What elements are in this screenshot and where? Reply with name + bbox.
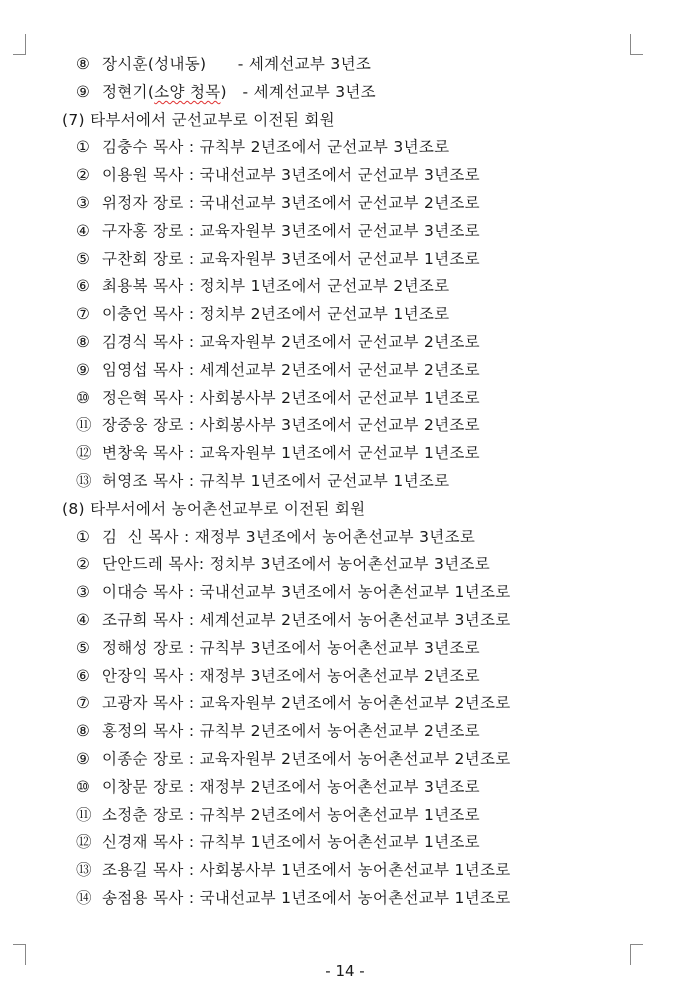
section-heading: (7) 타부서에서 군선교부로 이전된 회원 — [62, 110, 335, 129]
list-item — [76, 357, 480, 384]
item-text: 김경식 목사 : 교육자원부 2년조에서 군선교부 2년조로 — [102, 333, 480, 351]
item-text: 단안드레 목사: 정치부 3년조에서 농어촌선교부 3년조로 — [102, 555, 490, 574]
list-item — [76, 218, 480, 245]
list-item — [76, 802, 480, 829]
item-number: ④ — [76, 221, 91, 240]
item-number: ⑪ — [76, 416, 92, 435]
item-text: 김충수 목사 : 규칙부 2년조에서 군선교부 3년조로 — [102, 138, 450, 157]
item-text: 신경재 목사 : 규칙부 1년조에서 농어촌선교부 1년조로 — [102, 833, 480, 852]
item-number: ⑫ — [76, 833, 92, 852]
page-number: - 14 - — [325, 962, 365, 980]
item-number: ⑨ — [76, 750, 91, 768]
item-number: ② — [76, 555, 91, 574]
item-number: ⑧ — [76, 55, 91, 73]
item-number: ⑬ — [76, 472, 92, 490]
item-number: ⑦ — [76, 305, 91, 324]
item-text: 변창욱 목사 : 교육자원부 1년조에서 군선교부 1년조로 — [102, 444, 480, 463]
item-number: ⑨ — [76, 360, 91, 379]
item-number: ⑧ — [76, 333, 91, 351]
list-item — [76, 162, 480, 189]
list-item — [76, 329, 480, 356]
list-item — [76, 551, 490, 578]
list-item — [76, 746, 511, 773]
list-item — [76, 190, 480, 217]
item-number: ① — [76, 138, 91, 157]
item-text: 김 신 목사 : 재정부 3년조에서 농어촌선교부 3년조로 — [102, 527, 476, 546]
item-text: 위정자 장로 : 국내선교부 3년조에서 군선교부 2년조로 — [102, 194, 480, 212]
spellcheck-underlined-text: 소양 청목 — [154, 82, 221, 101]
item-text: 조규희 목사 : 세계선교부 2년조에서 농어촌선교부 3년조로 — [102, 611, 511, 629]
list-item — [76, 857, 511, 884]
item-number: ⑬ — [76, 861, 92, 880]
item-number: ④ — [76, 611, 91, 629]
list-item — [76, 51, 371, 78]
item-number: ① — [76, 527, 91, 546]
item-number: ⑨ — [76, 82, 91, 101]
item-text: 이용원 목사 : 국내선교부 3년조에서 군선교부 3년조로 — [102, 166, 480, 185]
item-number: ⑩ — [76, 777, 91, 796]
item-number: ③ — [76, 194, 91, 212]
item-number: ⑥ — [76, 666, 91, 685]
item-text: 이종순 장로 : 교육자원부 2년조에서 농어촌선교부 2년조로 — [102, 750, 511, 768]
item-text: 안장익 목사 : 재정부 3년조에서 농어촌선교부 2년조로 — [102, 666, 480, 685]
item-text: 구찬회 장로 : 교육자원부 3년조에서 군선교부 1년조로 — [102, 249, 480, 268]
list-item — [76, 718, 480, 745]
item-text: 최용복 목사 : 정치부 1년조에서 군선교부 2년조로 — [102, 277, 450, 296]
item-number: ⑩ — [76, 388, 91, 407]
list-item — [76, 246, 480, 273]
item-number: ⑦ — [76, 694, 91, 713]
list-item — [76, 385, 480, 412]
list-item — [76, 690, 511, 717]
item-number: ⑤ — [76, 249, 91, 268]
list-item — [76, 635, 480, 662]
item-number: ⑥ — [76, 277, 91, 296]
list-item — [76, 301, 449, 328]
item-text: 허영조 목사 : 규칙부 1년조에서 군선교부 1년조로 — [102, 472, 450, 490]
item-number: ⑪ — [76, 805, 92, 824]
section-heading: (8) 타부서에서 농어촌선교부로 이전된 회원 — [62, 499, 366, 518]
item-number: ⑤ — [76, 638, 91, 657]
item-text: 조용길 목사 : 사회봉사부 1년조에서 농어촌선교부 1년조로 — [102, 861, 511, 880]
item-text: 소정춘 장로 : 규칙부 2년조에서 농어촌선교부 1년조로 — [102, 805, 480, 824]
list-item — [76, 440, 480, 467]
list-item — [76, 412, 480, 439]
item-number: ⑧ — [76, 722, 91, 741]
list-item — [76, 607, 511, 634]
crop-mark-top-right — [630, 34, 643, 55]
list-item — [76, 829, 480, 856]
item-number: ⑭ — [76, 889, 92, 907]
list-item — [76, 663, 480, 690]
item-number: ⑫ — [76, 444, 92, 463]
list-item — [76, 524, 475, 551]
item-text: 구자홍 장로 : 교육자원부 3년조에서 군선교부 3년조로 — [102, 221, 480, 240]
item-text-suffix: ) - 세계선교부 3년조 — [220, 82, 376, 101]
item-text: 정은혁 목사 : 사회봉사부 2년조에서 군선교부 1년조로 — [102, 388, 480, 407]
item-text: 송점용 목사 : 국내선교부 1년조에서 농어촌선교부 1년조로 — [102, 889, 511, 907]
list-item — [76, 579, 511, 606]
list-item — [76, 468, 449, 495]
item-number: ③ — [76, 583, 91, 602]
item-text: 이창문 장로 : 재정부 2년조에서 농어촌선교부 3년조로 — [102, 777, 480, 796]
item-text: 장시훈(성내동) - 세계선교부 3년조 — [102, 55, 372, 73]
item-text: 장중웅 장로 : 사회봉사부 3년조에서 군선교부 2년조로 — [102, 416, 480, 435]
item-text: 이충언 목사 : 정치부 2년조에서 군선교부 1년조로 — [102, 305, 450, 324]
item-text: 정현기( — [102, 82, 155, 101]
item-text: 고광자 목사 : 교육자원부 2년조에서 농어촌선교부 2년조로 — [102, 694, 511, 713]
item-text: 이대승 목사 : 국내선교부 3년조에서 농어촌선교부 1년조로 — [102, 583, 511, 602]
list-item — [76, 134, 449, 161]
crop-mark-top-left — [13, 34, 26, 55]
list-item — [76, 774, 480, 801]
list-item — [76, 273, 449, 300]
list-item — [76, 885, 511, 912]
item-text: 임영섭 목사 : 세계선교부 2년조에서 군선교부 2년조로 — [102, 360, 480, 379]
item-text: 홍정의 목사 : 규칙부 2년조에서 농어촌선교부 2년조로 — [102, 722, 480, 741]
item-number: ② — [76, 166, 91, 185]
item-text: 정해성 장로 : 규칙부 3년조에서 농어촌선교부 3년조로 — [102, 638, 480, 657]
list-item — [76, 79, 376, 106]
